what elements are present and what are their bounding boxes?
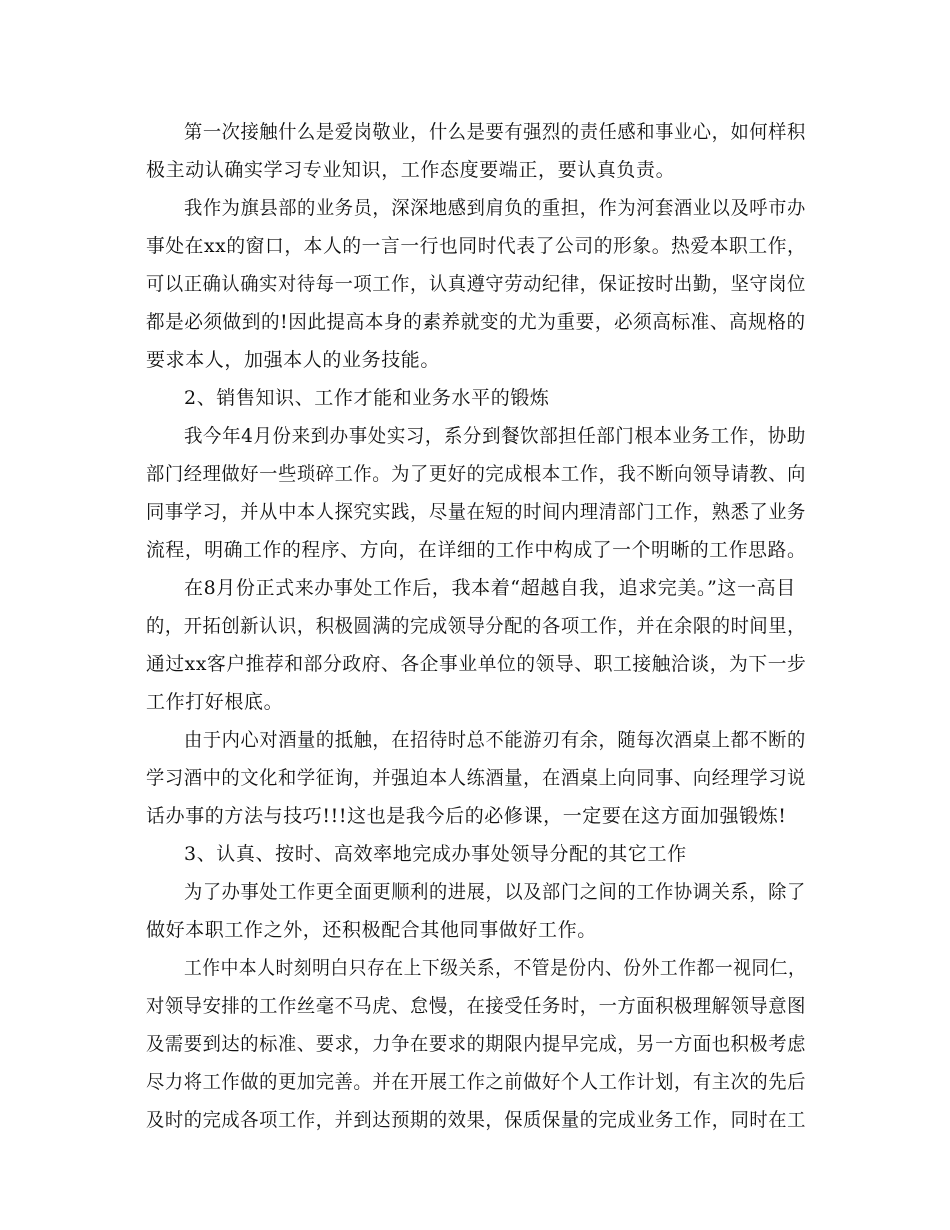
paragraph-line: 工作中本人时刻明白只存在上下级关系，不管是份内、份外工作都一视同仁， [184, 957, 807, 979]
paragraph-line: 学习酒中的文化和学征询，并强迫本人练酒量，在酒桌上向同事、向经理学习说 [146, 767, 807, 789]
paragraph-line: 通过xx客户推荐和部分政府、各企事业单位的领导、职工接触洽谈，为下一步 [146, 653, 807, 675]
paragraph-line: 工作打好根底。 [146, 691, 284, 713]
section-heading: 3、认真、按时、高效率地完成办事处领导分配的其它工作 [184, 843, 687, 865]
paragraph-line: 部门经理做好一些琐碎工作。为了更好的完成根本工作，我不断向领导请教、向 [146, 463, 807, 485]
paragraph-line: 话办事的方法与技巧!!!这也是我今后的必修课，一定要在这方面加强锻炼! [146, 805, 787, 827]
paragraph-line: 事处在xx的窗口，本人的一言一行也同时代表了公司的形象。热爱本职工作， [146, 235, 807, 257]
paragraph-line: 在8月份正式来办事处工作后，我本着“超越自我，追求完美。”这一高目 [184, 577, 796, 599]
paragraph-line: 做好本职工作之外，还积极配合其他同事做好工作。 [146, 919, 597, 941]
paragraph-line: 由于内心对酒量的抵触，在招待时总不能游刃有余，随每次酒桌上都不断的 [184, 729, 806, 751]
paragraph-line: 我今年4月份来到办事处实习，系分到餐饮部担任部门根本业务工作，协助 [184, 425, 806, 447]
paragraph-line: 我作为旗县部的业务员，深深地感到肩负的重担，作为河套酒业以及呼市办 [184, 197, 806, 219]
paragraph-line: 极主动认确实学习专业知识，工作态度要端正，要认真负责。 [146, 159, 676, 181]
paragraph-line: 同事学习，并从中本人探究实践，尽量在短的时间内理清部门工作，熟悉了业务 [146, 501, 807, 523]
paragraph-line: 为了办事处工作更全面更顺利的进展，以及部门之间的工作协调关系，除了 [184, 881, 806, 903]
paragraph-line: 及时的完成各项工作，并到达预期的效果，保质保量的完成业务工作，同时在工 [146, 1109, 807, 1131]
paragraph-line: 第一次接触什么是爱岗敬业，什么是要有强烈的责任感和事业心，如何样积 [184, 121, 806, 143]
section-heading: 2、销售知识、工作才能和业务水平的锻炼 [184, 387, 550, 409]
paragraph-line: 及需要到达的标准、要求，力争在要求的期限内提早完成，另一方面也积极考虑 [146, 1033, 807, 1055]
paragraph-line: 要求本人，加强本人的业务技能。 [146, 349, 441, 371]
paragraph-line: 可以正确认确实对待每一项工作，认真遵守劳动纪律，保证按时出勤，坚守岗位 [146, 273, 807, 295]
paragraph-line: 都是必须做到的!因此提高本身的素养就变的尤为重要，必须高标准、高规格的 [146, 311, 806, 333]
paragraph-line: 的，开拓创新认识，积极圆满的完成领导分配的各项工作，并在余限的时间里， [146, 615, 807, 637]
paragraph-line: 对领导安排的工作丝毫不马虎、怠慢，在接受任务时，一方面积极理解领导意图 [146, 995, 807, 1017]
paragraph-line: 尽力将工作做的更加完善。并在开展工作之前做好个人工作计划，有主次的先后 [146, 1071, 807, 1093]
paragraph-line: 流程，明确工作的程序、方向，在详细的工作中构成了一个明晰的工作思路。 [146, 539, 807, 561]
